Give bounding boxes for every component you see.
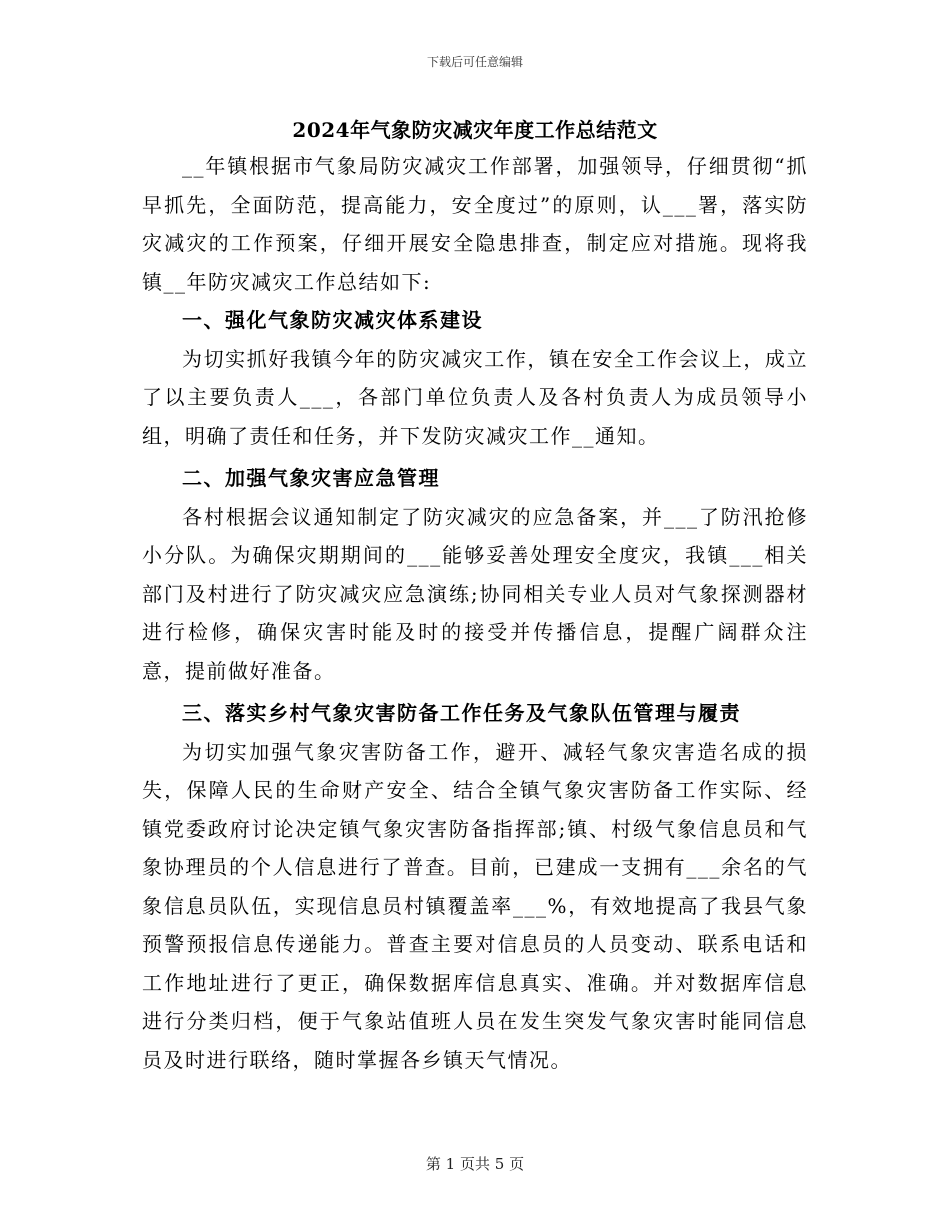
- page-header: 下载后可任意编辑: [426, 55, 523, 69]
- document-body: [142, 113, 808, 1079]
- section-paragraph: 各村根据会议通知制定了防灾减灾的应急备案，并___了防汛抢修小分队。为确保灾期期间的___能够妥善处理安全度灾，我镇___相关部门及村进行了防灾减灾应急演练;协同相关专业人员对气象探测器材进行检修，确保灾害时能及时的接受并传播信息，提醒广阔群众注意，提前做好准备。: [142, 504, 808, 683]
- intro-paragraph: __年镇根据市气象局防灾减灾工作部署，加强领导，仔细贯彻“抓早抓先，全面防范，提高能力，安全度过”的原则，认___署，落实防灾减灾的工作预案，仔细开展安全隐患排查，制定应对措施。现将我镇__年防灾减灾工作总结如下:: [142, 154, 808, 294]
- section-1: [142, 301, 808, 455]
- section-heading: 一、强化气象防灾减灾体系建设: [182, 308, 483, 332]
- section-paragraph: 为切实加强气象灾害防备工作，避开、减轻气象灾害造名成的损失，保障人民的生命财产安全、结合全镇气象灾害防备工作实际、经镇党委政府讨论决定镇气象灾害防备指挥部;镇、村级气象信息员和气象协理员的个人信息进行了普查。目前，已建成一支拥有___余名的气象信息员队伍，实现信息员村镇覆盖率___%，有效地提高了我县气象预警预报信息传递能力。普查主要对信息员的人员变动、联系电话和工作地址进行了更正，确保数据库信息真实、准确。并对数据库信息进行分类归档，便于气象站值班人员在发生突发气象灾害时能同信息员及时进行联络，随时掌握各乡镇天气情况。: [142, 739, 808, 1072]
- page-number: 第 1 页共 5 页: [425, 1155, 525, 1173]
- section-heading: 二、加强气象灾害应急管理: [182, 466, 440, 490]
- section-paragraph: 为切实抓好我镇今年的防灾减灾工作，镇在安全工作会议上，成立了以主要负责人___，各部门单位负责人及各村负责人为成员领导小组，明确了责任和任务，并下发防灾减灾工作__通知。: [142, 346, 808, 448]
- document-title: 2024年气象防灾减灾年度工作总结范文: [292, 118, 658, 142]
- section-3: [142, 694, 808, 1079]
- section-heading: 三、落实乡村气象灾害防备工作任务及气象队伍管理与履责: [182, 701, 741, 725]
- section-2: [142, 459, 808, 690]
